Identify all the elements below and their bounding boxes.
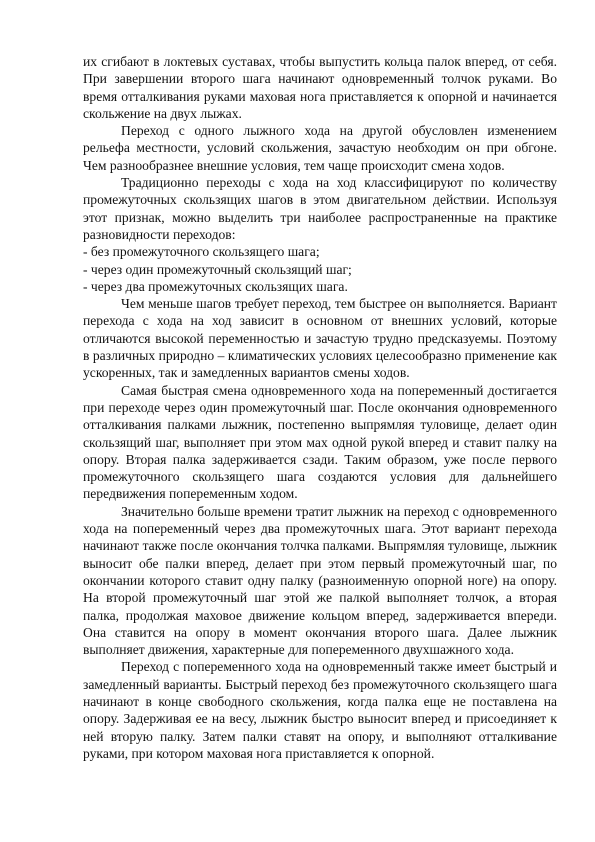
paragraph-transition-classification: Традиционно переходы с хода на ход классифицируют по количеству промежуточных скользящих шагов в этом двигательном действии. Используя этот признак, можно выделить три наиболее распространенные на практике разновидности переходов: xyxy=(83,175,557,242)
list-item-one-step: - через один промежуточный скользящий шаг; xyxy=(83,261,352,277)
paragraph-fewer-steps: Чем меньше шагов требует переход, тем быстрее он выполняется. Вариант перехода с хода на ход зависит в основном от внешних условий, которые отличаются высокой переменностью и зачастую трудно предсказуемы. Поэтому в различных природно – климатических условиях целесообразно применение как ускоренных, так и замедленных вариантов смены ходов. xyxy=(83,296,557,381)
list-item-two-steps: - через два промежуточных скользящих шага. xyxy=(83,278,348,294)
paragraph-transition-causes: Переход с одного лыжного хода на другой обусловлен изменением рельефа местности, условий скольжения, зачастую необходим он при обгоне. Чем разнообразнее внешние условия, тем чаще происходит смена ходов. xyxy=(83,123,557,173)
paragraph-alternate-to-simultaneous: Переход с попеременного хода на одновременный также имеет быстрый и замедленный варианты. Быстрый переход без промежуточного скользящего шага начинают в конце свободного скольжения, когда палка еще не поставлена на опору. Задерживая ее на весу, лыжник быстро выносит вперед и присоединяет к ней вторую палку. Затем палки ставят на опору, и выполняют отталкивание руками, при котором маховая нога приставляется к опорной. xyxy=(83,659,557,761)
document-page xyxy=(83,53,557,762)
paragraph-two-step-transition: Значительно больше времени тратит лыжник на переход с одновременного хода на попеременный через два промежуточных шага. Этот вариант перехода начинают также после окончания толчка палками. Выпрямляя туловище, лыжник выносит обе палки вперед, делает при этом первый промежуточный шаг, по окончании которого ставит одну палку (разноименную опорной ноге) на опору. На второй промежуточный шаг этой же палкой выполняет толчок, а вторая палка, продолжая маховое движение кольцом вперед, задерживается впереди. Она ставится на опору в момент окончания второго шага. Далее лыжник выполняет движения, характерные для попеременного двухшажного хода. xyxy=(83,503,557,658)
list-item-no-step: - без промежуточного скользящего шага; xyxy=(83,244,320,260)
paragraph-fastest-change: Самая быстрая смена одновременного хода на попеременный достигается при переходе через один промежуточный шаг. После окончания одновременного отталкивания палками лыжник, постепенно выпрямляя туловище, делает один скользящий шаг, выполняет при этом мах одной рукой вперед и ставит палку на опору. Вторая палка задерживается сзади. Таким образом, уже после первого промежуточного скользящего шага создаются условия для дальнейшего передвижения попеременным ходом. xyxy=(83,382,557,502)
paragraph-continuation: их сгибают в локтевых суставах, чтобы выпустить кольца палок вперед, от себя. При завершении второго шага начинают одновременный толчок руками. Во время отталкивания руками маховая нога приставляется к опорной и начинается скольжение на двух лыжах. xyxy=(83,54,557,121)
